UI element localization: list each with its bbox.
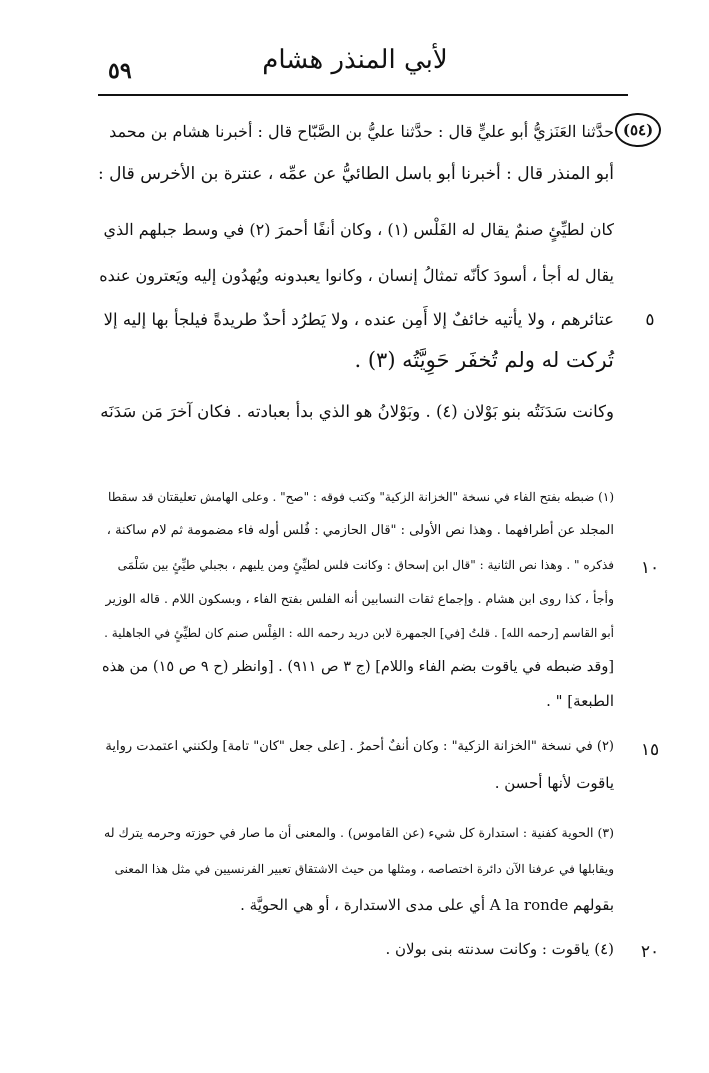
line-number-5: ٥ [645,310,655,330]
section-number-badge: (٥٤) [615,113,661,147]
footnote-1-line-6: [وقد ضبطه في ياقوت بضم الفاء واللام] (ج ٣ ص ٩١١) . [وانظر (ح ٩ ص ١٥) من هذه [102,659,614,675]
body-line-1: كان لطيِّئٍ صنمٌ يقال له الفَلْس (١) ، وكان أنفًا أحمرَ (٢) في وسط جبلهم الذي [103,220,614,239]
line-number-15: ١٥ [640,740,660,760]
footnote-4-line-1: (٤) ياقوت : وكانت سدنته بنى بولان . [385,940,614,958]
footnote-3-line-1: (٣) الحوية كفنية : استدارة كل شيء (عن القاموس) . والمعنى أن ما صار في حوزته وحرمه يترك له [104,825,614,840]
running-title: لأبي المنذر هشام [262,45,448,75]
footnote-1-line-2: المجلد عن أطرافهما . وهذا نص الأولى : "قال الحازمي : فُلس أوله فاء مضمومة ثم لام ساكنة ، [106,523,614,538]
footnote-1-line-3: فذكره " . وهذا نص الثانية : "قال ابن إسحاق : وكانت فلس لطيِّئٍ ومن يليهم ، بجبلي طيِّئٍ بين سَلْمَى [117,558,614,572]
footnote-2-line-1: (٢) في نسخة "الخزانة الزكية" : وكان أنفٌ أحمرُ . [على جعل "كان" تامة] ولكنني اعتمدت رواية [105,739,614,754]
footnote-3-line-3: بقولهم A la ronde أي على مدى الاستدارة ، أو هي الحويَّة . [240,896,614,914]
footnote-3-line-2: ويقابلها في عرفنا الآن دائرة اختصاصه ، ومثلها من حيث الاشتقاق تعبير الفرنسيين في مثل هذا المعنى [114,862,614,876]
footnote-1-line-7: الطبعة] " . [546,692,614,710]
intro-line-2: أبو المنذر قال : أخبرنا أبو باسل الطائيُّ عن عمِّه ، عنترة بن الأخرس قال : [98,164,614,184]
page-number: ٥٩ [108,58,132,84]
footnote-1-line-4: وأجأ ، كذا روى ابن هشام . وإجماع ثقات النسابين أنه الفلس بفتح الفاء ، وبسكون اللام . قاله الوزير [105,591,614,606]
body-line-4: تُركت له ولم تُخفَر حَوِيَّتُه (٣) . [354,348,614,372]
body-line-5: وكانت سَدَنَتُه بنو بَوْلان (٤) . وبَوْلانُ هو الذي بدأ بعبادته . فكان آخرَ مَن سَدَنَه [100,402,614,421]
body-line-3: عتائرهم ، ولا يأتيه خائفٌ إلا أَمِن عنده ، ولا يَطرُد أحدٌ طريدةً فيلجأ بها إليه إلا [103,310,614,329]
footnote-1-line-5: أبو القاسم [رحمه الله] . قلتُ [في] الجمهرة لابن دريد رحمه الله : الفِلْس صنم كان لطيِّئٍ في الجاهلية . [104,626,614,640]
footnote-1-line-1: (١) ضبطه بفتح الفاء في نسخة "الخزانة الزكية" وكتب فوقه : "صح" . وعلى الهامش تعليقتان قد سقطا [108,490,614,504]
line-number-10: ١٠ [640,558,660,578]
body-line-2: يقال له أجأ ، أسودَ كأنّه تمثالُ إنسان ، وكانوا يعبدونه ويُهدُون إليه ويَعترون عنده [99,266,614,285]
footnote-2-line-2: ياقوت لأنها أحسن . [494,774,614,792]
intro-line-1: حدَّثنا العَنَزيُّ أبو عليٍّ قال : حدَّثنا عليُّ بن الصَّبّاح قال : أخبرنا هشام بن محمد [109,122,614,141]
line-number-20: ٢٠ [640,942,660,962]
header-rule [98,94,628,96]
